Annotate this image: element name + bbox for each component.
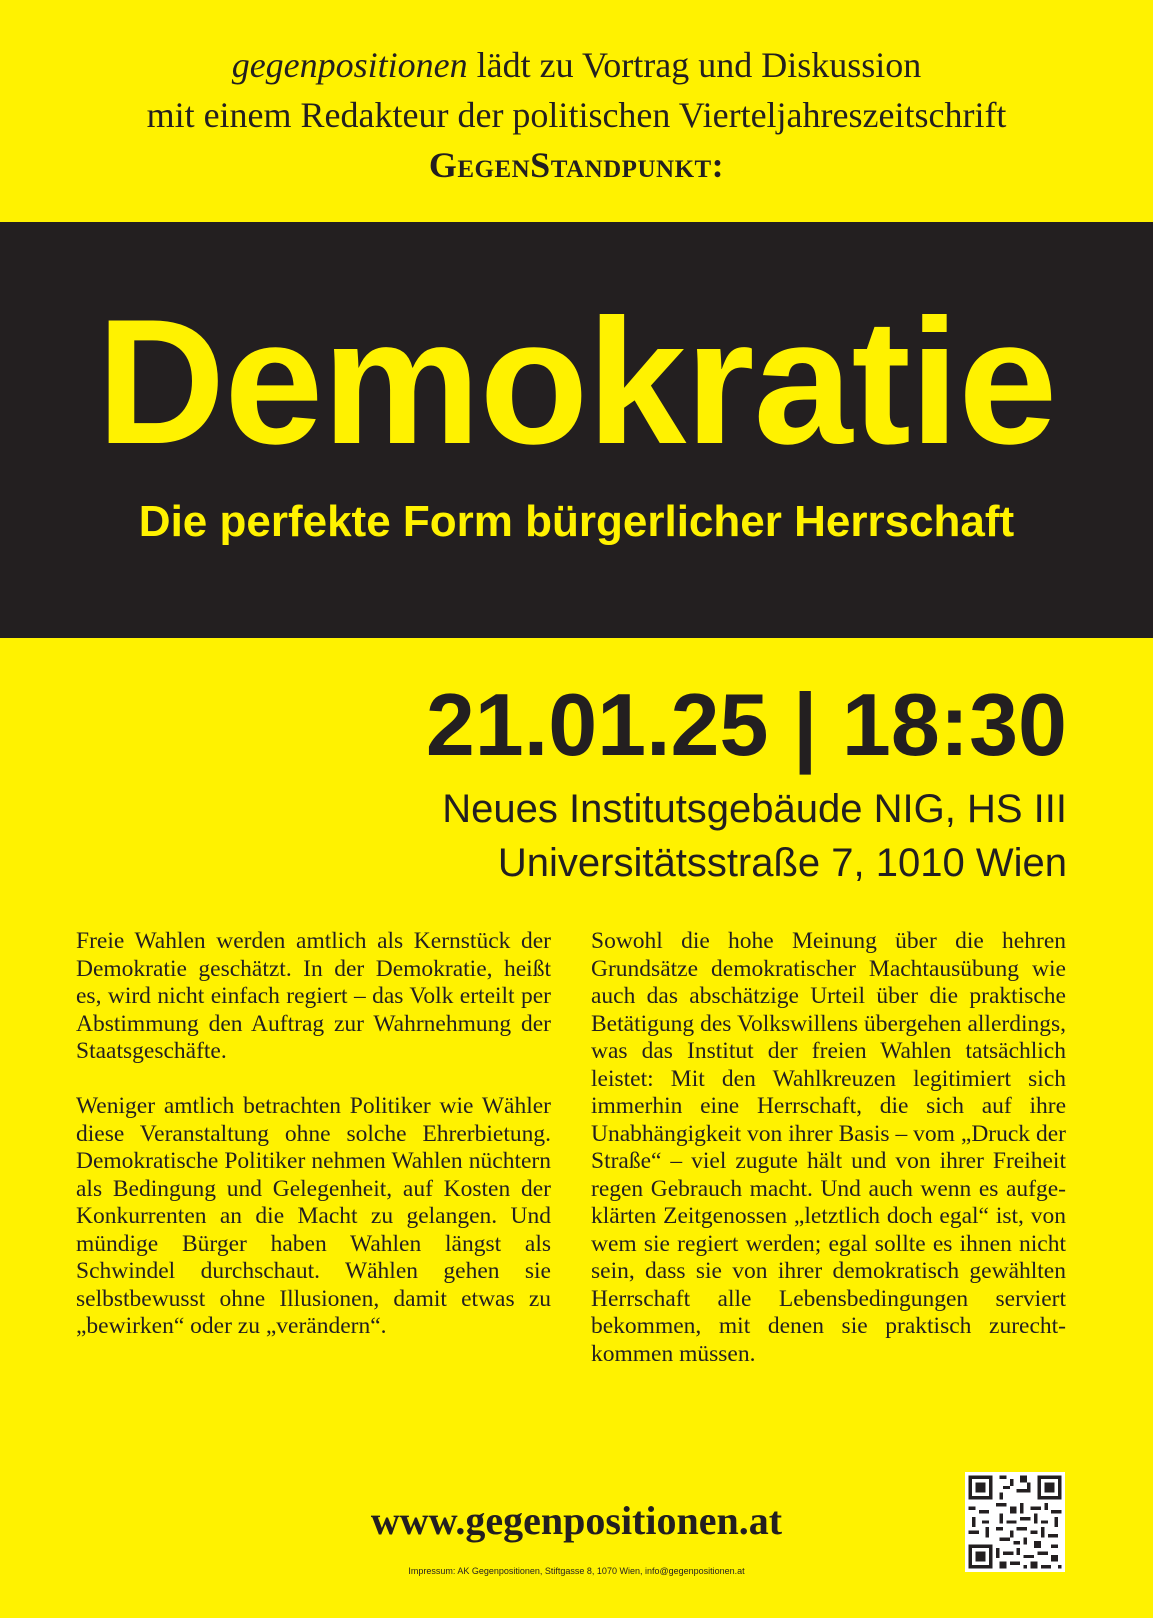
intro-org-italic: gegenpositionen (231, 45, 468, 85)
intro-line-1 (0, 40, 1153, 90)
venue-line-2: Universitätsstraße 7, 1010 Wien (497, 841, 1067, 885)
intro-line-1-rest: lädt zu Vortrag und Diskussion (467, 45, 922, 85)
qr-code-icon[interactable] (965, 1472, 1065, 1572)
venue-line-1: Neues Institutsgebäude NIG, HS III (442, 787, 1067, 831)
body-column-left (76, 928, 551, 1368)
imprint: Impressum: AK Gegenpositionen, Stiftgasse 8, 1070 Wien, info@gegenpositionen.at (408, 1566, 745, 1576)
body-paragraph: Freie Wahlen werden amtlich als Kernstück der Demokratie geschätzt. In der Demokratie, heißt es, wird nicht einfach regiert – das Volk erteilt per Abstimmung den Auftrag zur Wahrnehmung der Staatsgeschäfte. (76, 928, 551, 1064)
intro-magazine-name: GegenStandpunkt: (428, 145, 725, 185)
intro-line-2: mit einem Redakteur der politischen Vierteljahreszeitschrift (146, 95, 1007, 135)
website-link[interactable]: www.gegenpositionen.at (370, 1498, 783, 1543)
poster-subtitle: Die perfekte Form bürgerlicher Herrschaft (138, 497, 1015, 546)
poster-title: Demokratie (96, 282, 1057, 481)
body-paragraph: Weniger amtlich betrachten Politiker wie Wähler diese Veranstaltung ohne solche Ehrerbietung. Demokratische Politiker nehmen Wahlen nüchtern als Bedingung und Gelegenheit, auf Kosten der Konkurrenten an die Macht zu gelangen. Und mündige Bürger haben Wahlen längst als Schwindel durchschaut. Wählen gehen sie selbstbewusst ohne Illusionen, damit etwas zu „bewirken“ oder zu „verändern“. (76, 1093, 551, 1339)
body-paragraph: Sowohl die hohe Meinung über die hehren Grundsätze demokratischer Machtausübung wie auch das abschätzige Urteil über die praktische Betätigung des Volkswillens übergehen allerdings, was das Institut der freien Wahlen tatsächlich leistet: Mit den Wahlkreuzen legitimiert sich immerhin eine Herrschaft, die sich auf ihre Unabhängigkeit von ihrer Basis – vom „Druck der Straße“ – viel zugute hält und von ihrer Freiheit regen Gebrauch macht. Und auch wenn es aufgeklärten Zeitgenossen „letztlich doch egal“ ist, von wem sie regiert werden; egal sollte es ihnen nicht sein, dass sie von ihrer demokratisch gewählten Herrschaft alle Lebensbedingungen serviert bekommen, mit denen sie praktisch zurechtkommen müssen. (591, 928, 1066, 1367)
event-datetime: 21.01.25 | 18:30 (425, 675, 1067, 774)
intro (0, 40, 1153, 190)
event-venue (442, 782, 1067, 890)
body-column-right (591, 928, 1066, 1396)
